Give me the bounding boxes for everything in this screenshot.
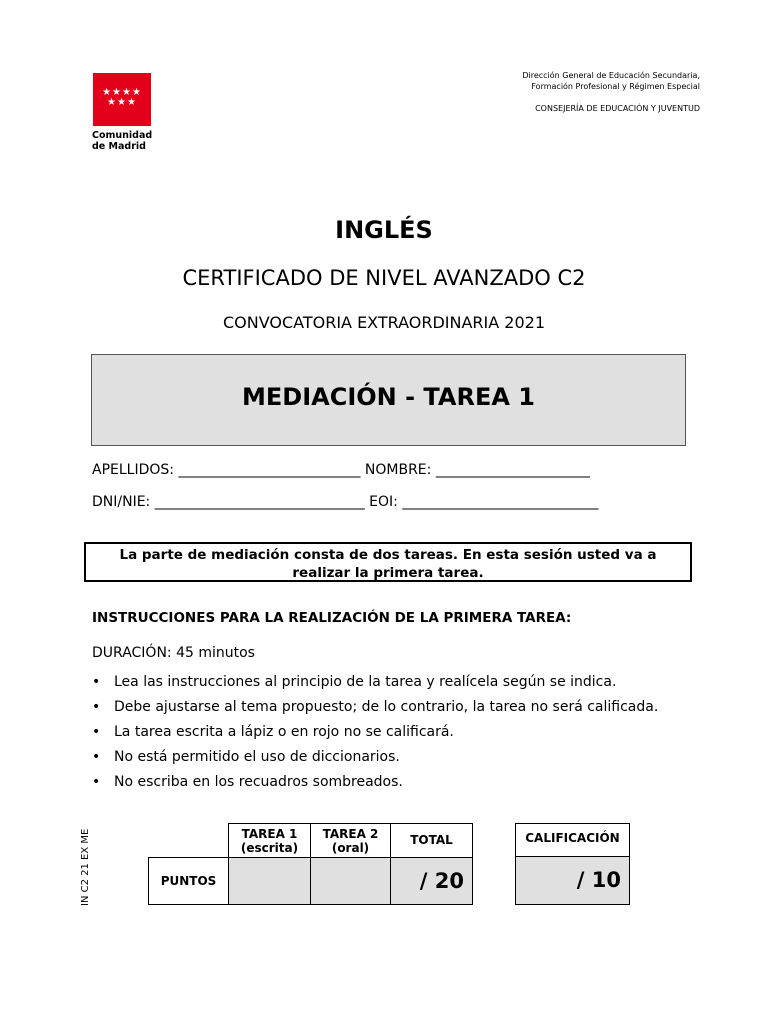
header-line-3: CONSEJERÍA DE EDUCACIÓN Y JUVENTUD [535, 104, 700, 113]
logo-text-line-2: de Madrid [92, 141, 146, 152]
calificacion-header: CALIFICACIÓN [515, 823, 630, 857]
task-title: MEDIACIÓN - TAREA 1 [242, 383, 535, 411]
logo-text-line-1: Comunidad [92, 130, 153, 141]
session-title: CONVOCATORIA EXTRAORDINARIA 2021 [222, 313, 546, 332]
logo-stars-row-1: ★★★★ [102, 87, 142, 98]
header-line-1: Dirección General de Educación Secundaria, [522, 71, 700, 80]
calificacion-score-cell: / 10 [515, 856, 630, 905]
total-score-cell: / 20 [390, 857, 473, 905]
list-item: • No está permitido el uso de diccionarios. [92, 748, 658, 773]
notice-box [84, 542, 692, 582]
instructions-heading: INSTRUCCIONES PARA LA REALIZACIÓN DE LA PRIMERA TAREA: [92, 610, 572, 626]
header-line-2: Formación Profesional y Régimen Especial [531, 82, 700, 91]
tarea2-header-line-1: TAREA 2 [322, 827, 379, 841]
tarea1-header-line-2: (escrita) [240, 841, 299, 855]
notice-line-1: La parte de mediación consta de dos tareas. En esta sesión usted va a [119, 547, 657, 563]
subject-title: INGLÉS [335, 216, 433, 244]
logo-text [92, 130, 152, 152]
tarea1-header-line-1: TAREA 1 [241, 827, 298, 841]
exam-code: IN C2 21 EX ME [80, 828, 91, 906]
logo-stars-row-2: ★★★ [107, 97, 137, 108]
list-item: • Lea las instrucciones al principio de la tarea y realícela según se indica. [92, 673, 658, 698]
tarea2-header-line-2: (oral) [331, 841, 370, 855]
level-title: CERTIFICADO DE NIVEL AVANZADO C2 [182, 266, 586, 290]
name-fields-row[interactable]: APELLIDOS: __________________________ NOMBRE: ______________________ [92, 462, 590, 478]
tarea2-score-cell [310, 857, 391, 905]
tarea1-score-cell [228, 857, 311, 905]
instructions-list [92, 673, 658, 798]
list-item: • Debe ajustarse al tema propuesto; de lo contrario, la tarea no será calificada. [92, 698, 658, 723]
list-item: • No escriba en los recuadros sombreados. [92, 773, 658, 798]
duration-text: DURACIÓN: 45 minutos [92, 645, 255, 661]
total-header: TOTAL [390, 823, 473, 862]
list-item: • La tarea escrita a lápiz o en rojo no se calificará. [92, 723, 658, 748]
notice-line-2: realizar la primera tarea. [292, 565, 484, 581]
institution-header [522, 70, 700, 114]
id-fields-row[interactable]: DNI/NIE: ______________________________ EOI: ____________________________ [92, 494, 599, 510]
puntos-label: PUNTOS [148, 857, 229, 905]
logo-stars [93, 88, 151, 108]
